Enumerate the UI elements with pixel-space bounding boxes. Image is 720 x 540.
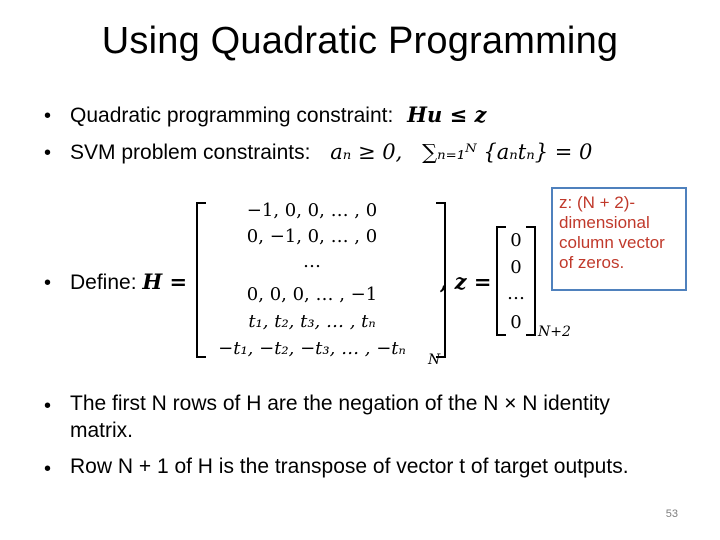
bullet-qp-constraint [70,102,486,129]
math-expression: H = [142,269,188,294]
bullet-marker: • [44,395,52,417]
bullet-define [70,269,187,296]
z-callout-box [551,187,687,291]
callout-line: z: (N + 2)- [559,193,636,212]
matrix-row: 0, 0, 0, … , −1 [246,284,378,305]
callout-line: dimensional [559,213,650,232]
matrix-row: −1, 0, 0, … , 0 [246,200,378,221]
bullet-text: SVM problem constraints: [70,141,311,164]
matrix-row: … [303,251,321,272]
bullet-first-n-rows-cont [70,418,133,444]
matrix-row: t₁, t₂, t₃, … , tₙ [248,311,376,332]
bullet-text: Row N + 1 of H is the transpose of vector t of target outputs. [70,455,629,478]
vector-z [496,226,571,340]
bullet-svm-constraints [70,139,592,166]
math-expression: , z = [440,269,492,294]
page-number: 53 [665,508,678,520]
math-expression: aₙ ≥ 0, [330,140,403,164]
matrix-row: 0, −1, 0, … , 0 [246,226,378,247]
bullet-marker: • [44,272,52,294]
vector-entry: … [507,283,525,304]
matrix-subscript: N [428,352,441,368]
bullet-text: Quadratic programming constraint: [70,104,394,127]
matrix-row: −t₁, −t₂, −t₃, … , −tₙ [218,338,406,359]
bullet-text: Define: [70,271,137,294]
callout-line: column vector [559,233,665,252]
bullet-marker: • [44,105,52,127]
bullet-marker: • [44,142,52,164]
bullet-first-n-rows [70,391,610,417]
math-expression: Hu ≤ z [407,102,487,127]
vector-entry: 0 [510,257,522,278]
bullet-marker: • [44,458,52,480]
math-expression: ∑ₙ₌₁ᴺ {aₙtₙ} = 0 [422,140,593,164]
callout-line: of zeros. [559,253,625,272]
slide-title: Using Quadratic Programming [101,20,619,62]
bullet-row-n-plus-1 [70,454,629,480]
bullet-text: The first N rows of H are the negation of the N × N identity [70,392,610,415]
matrix-h [196,196,446,368]
vector-entry: 0 [510,230,522,251]
vector-entry: 0 [510,312,522,333]
vector-subscript: N+2 [538,324,571,340]
z-definition-label [440,269,491,296]
bullet-text: matrix. [70,419,133,442]
